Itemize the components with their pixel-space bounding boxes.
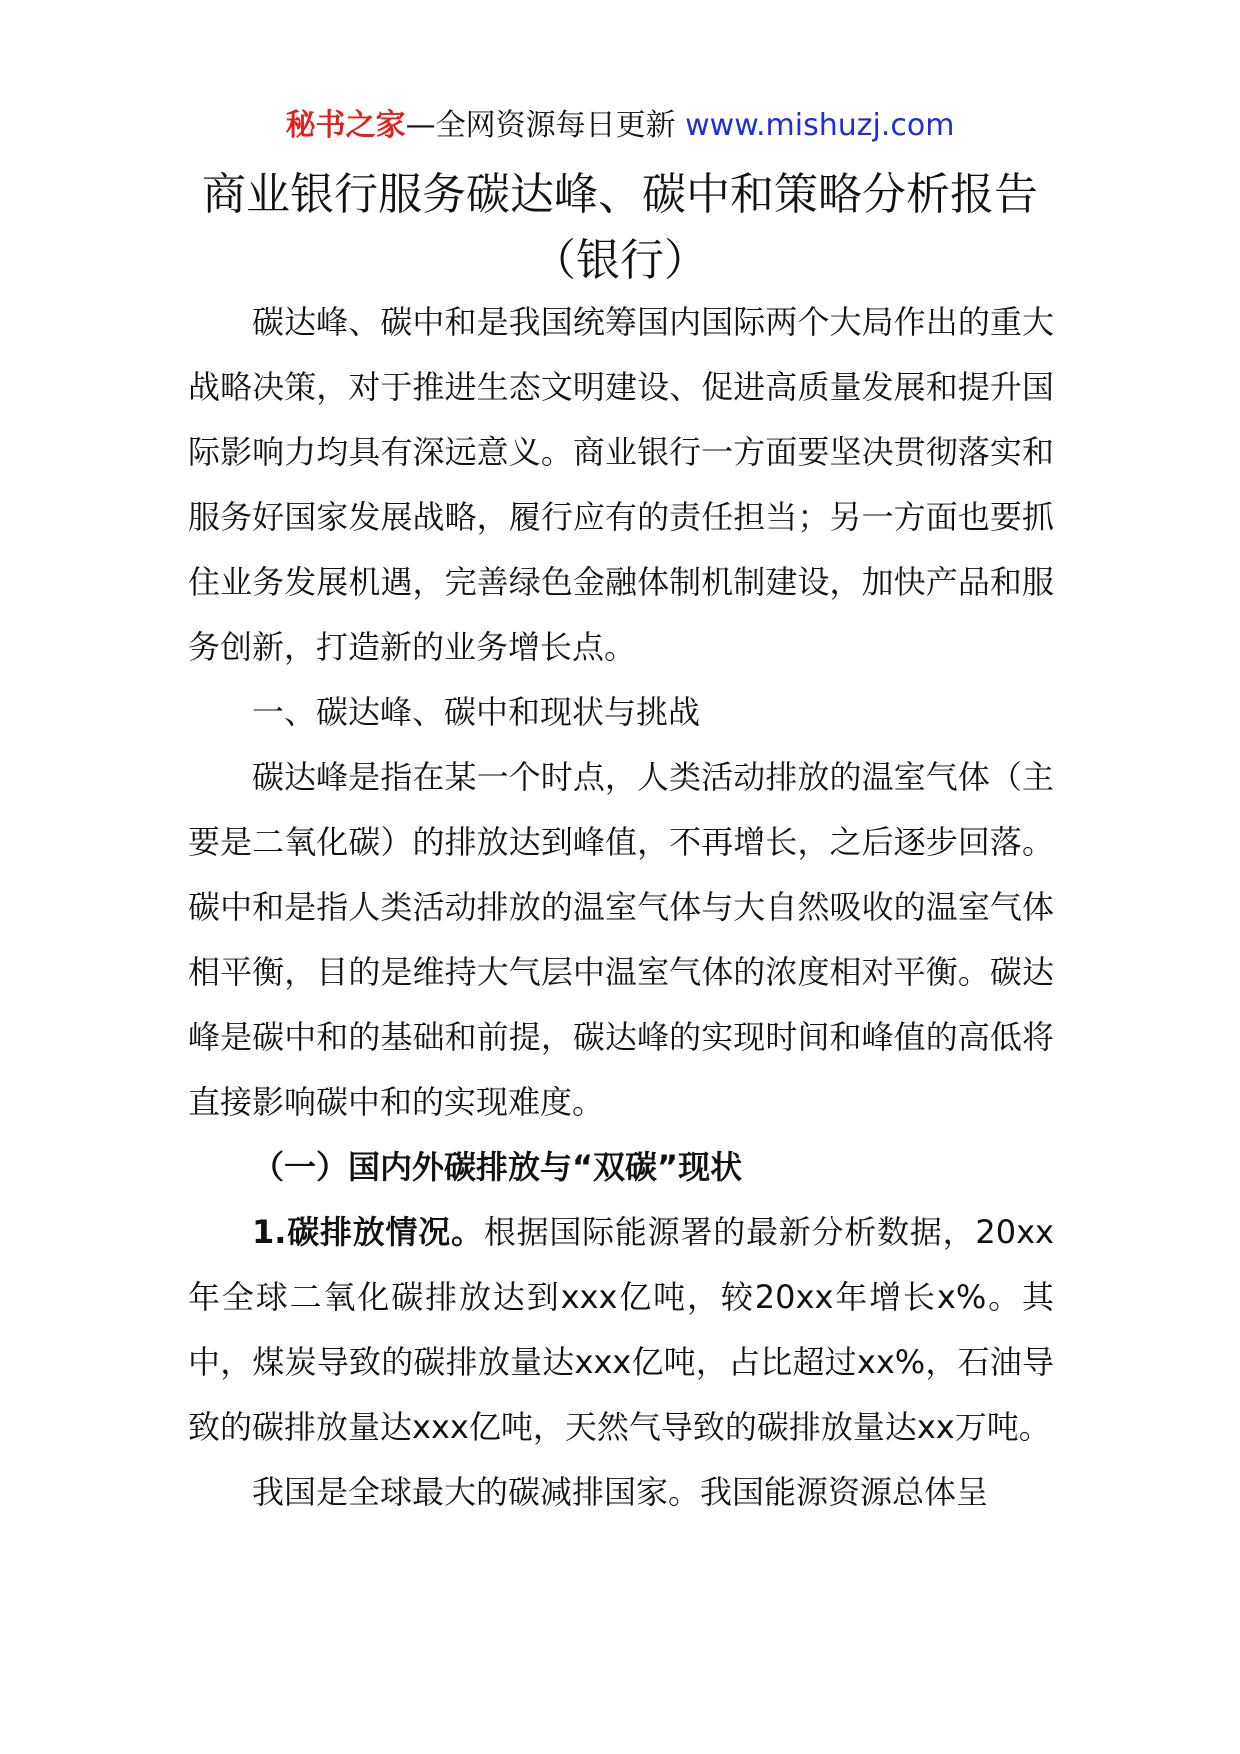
paragraph-emissions — [188, 1200, 1054, 1460]
subsection-heading-1: （一）国内外碳排放与“双碳”现状 — [252, 1148, 743, 1186]
paragraph-definition: 碳达峰是指在某一个时点，人类活动排放的温室气体（主要是二氧化碳）的排放达到峰值，不再增长，之后逐步回落。碳中和是指人类活动排放的温室气体与大自然吸收的温室气体相平衡，目的是维持大气层中温室气体的浓度相对平衡。碳达峰是碳中和的基础和前提，碳达峰的实现时间和峰值的高低将直接影响碳中和的实现难度。 — [188, 758, 1054, 1121]
site-url-link[interactable]: www.mishuzj.com — [685, 108, 955, 143]
paragraph-intro: 碳达峰、碳中和是我国统筹国内国际两个大局作出的重大战略决策，对于推进生态文明建设、促进高质量发展和提升国际影响力均具有深远意义。商业银行一方面要坚决贯彻落实和服务好国家发展战略，履行应有的责任担当；另一方面也要抓住业务发展机遇，完善绿色金融体制机制建设，加快产品和服务创新，打造新的业务增长点。 — [188, 303, 1054, 666]
document-body — [188, 290, 1054, 1525]
section-heading-1: 一、碳达峰、碳中和现状与挑战 — [252, 693, 701, 731]
paragraph-lead: 1.碳排放情况。 — [252, 1213, 484, 1251]
brand-name: 秘书之家 — [285, 108, 406, 143]
site-header — [0, 104, 1240, 148]
header-slogan: —全网资源每日更新 — [405, 108, 686, 143]
paragraph-china: 我国是全球最大的碳减排国家。我国能源资源总体呈 — [252, 1473, 989, 1511]
paragraph-emissions-text: 根据国际能源署的最新分析数据，20xx年全球二氧化碳排放达到xxx亿吨，较20xx年增长x%。其中，煤炭导致的碳排放量达xxx亿吨，占比超过xx%，石油导致的碳排放量达xxx亿吨，天然气导致的碳排放量达xx万吨。 — [188, 1213, 1054, 1446]
document-title: 商业银行服务碳达峰、碳中和策略分析报告（银行） — [202, 169, 1038, 286]
